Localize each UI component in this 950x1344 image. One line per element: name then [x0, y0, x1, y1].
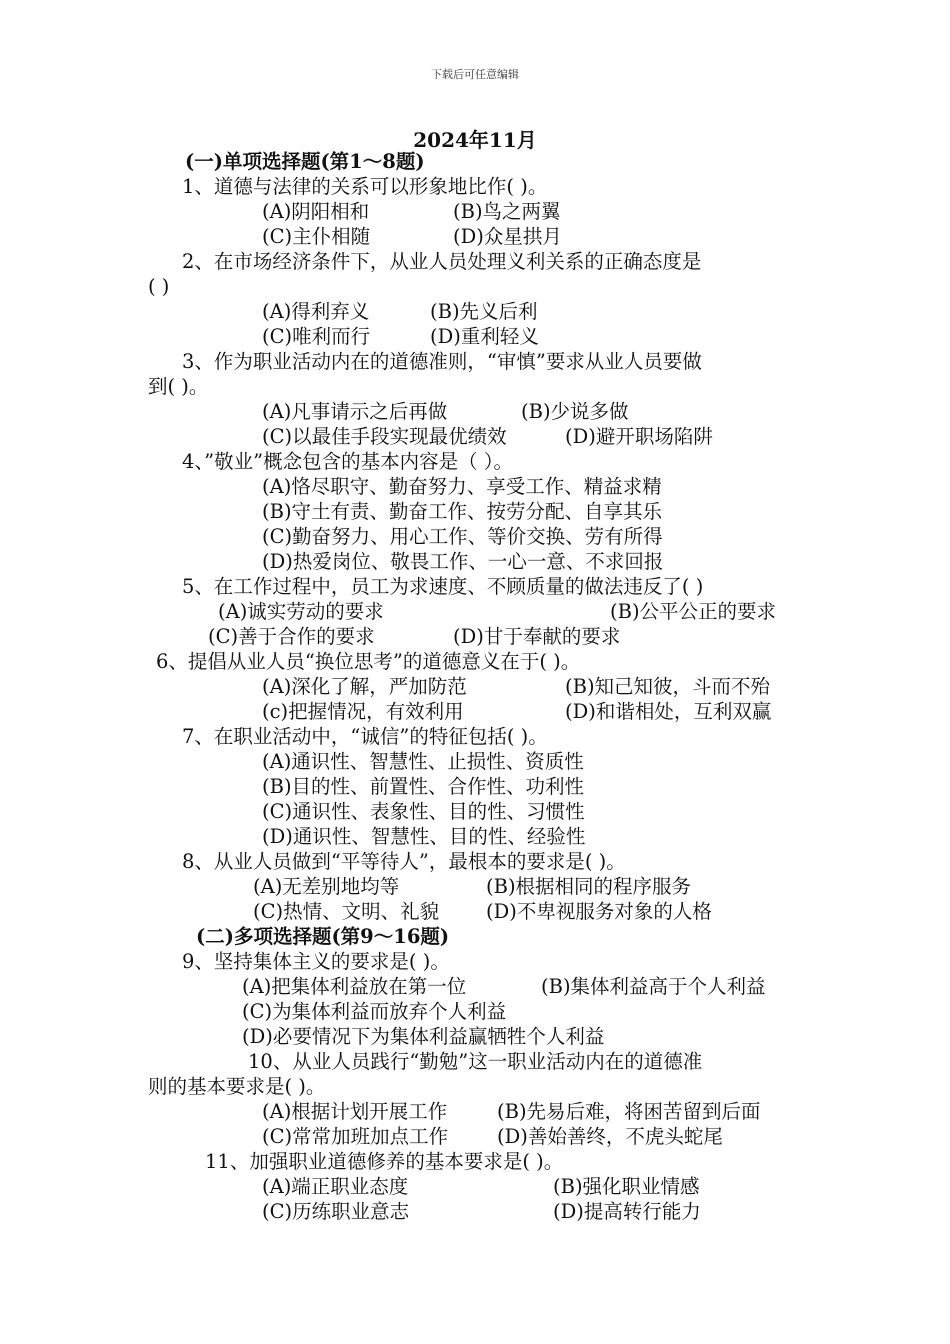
question-4-option-b: (B)守土有责、勤奋工作、按劳分配、自享其乐 [262, 500, 663, 523]
question-7-option-b: (B)目的性、前置性、合作性、功利性 [262, 775, 585, 798]
question-10-stem: 10、从业人员践行“勤勉”这一职业活动内在的道德准 [248, 1050, 703, 1073]
question-9-option-b: (B)集体利益高于个人利益 [541, 975, 766, 998]
question-8-stem: 8、从业人员做到“平等待人”，最根本的要求是( )。 [182, 850, 626, 873]
question-5-option-b: (B)公平公正的要求 [610, 600, 777, 623]
question-8-option-c: (C)热情、文明、礼貌 [253, 900, 440, 923]
question-6-option-d: (D)和谐相处，互利双赢 [565, 700, 772, 723]
question-7-option-a: (A)通识性、智慧性、止损性、资质性 [262, 750, 584, 773]
question-3-option-a: (A)凡事请示之后再做 [262, 400, 448, 423]
question-10-option-b: (B)先易后难，将困苦留到后面 [497, 1100, 761, 1123]
question-3-stem: 3、作为职业活动内在的道德准则，“审慎”要求从业人员要做 [182, 350, 702, 373]
question-10-option-d: (D)善始善终，不虎头蛇尾 [497, 1125, 723, 1148]
question-2-option-b: (B)先义后利 [430, 300, 538, 323]
question-4-option-c: (C)勤奋努力、用心工作、等价交换、劳有所得 [262, 525, 663, 548]
question-4-stem: 4、”敬业”概念包含的基本内容是（ ）。 [182, 450, 514, 473]
section-heading-single-choice: (一)单项选择题(第1～8题) [185, 150, 425, 173]
question-7-option-d: (D)通识性、智慧性、目的性、经验性 [262, 825, 586, 848]
question-8-option-d: (D)不卑视服务对象的人格 [486, 900, 712, 923]
question-5-stem: 5、在工作过程中，员工为求速度、不顾质量的做法违反了( ) [182, 575, 704, 598]
header-note: 下载后可任意编辑 [431, 68, 519, 81]
question-1-option-c: (C)主仆相随 [262, 225, 371, 248]
question-11-option-d: (D)提高转行能力 [553, 1200, 701, 1223]
question-2-option-d: (D)重利轻义 [430, 325, 539, 348]
question-6-stem: 6、提倡从业人员“换位思考”的道德意义在于( )。 [156, 650, 581, 673]
question-1-option-a: (A)阴阳相和 [262, 200, 370, 223]
question-2-stem-cont: ( ) [148, 275, 170, 298]
question-8-option-a: (A)无差别地均等 [253, 875, 400, 898]
question-10-stem-cont: 则的基本要求是( )。 [148, 1075, 326, 1098]
question-1-option-b: (B)鸟之两翼 [453, 200, 561, 223]
question-11-option-b: (B)强化职业情感 [553, 1175, 700, 1198]
question-7-option-c: (C)通识性、表象性、目的性、习惯性 [262, 800, 585, 823]
question-5-option-c: (C)善于合作的要求 [208, 625, 375, 648]
question-3-option-d: (D)避开职场陷阱 [565, 425, 713, 448]
question-7-stem: 7、在职业活动中，“诚信”的特征包括( )。 [182, 725, 548, 748]
question-5-option-d: (D)甘于奉献的要求 [453, 625, 621, 648]
question-9-option-c: (C)为集体利益而放弃个人利益 [242, 1000, 507, 1023]
section-heading-multiple-choice: (二)多项选择题(第9～16题) [196, 925, 450, 948]
question-6-option-c: (c)把握情况，有效利用 [262, 700, 464, 723]
question-10-option-a: (A)根据计划开展工作 [262, 1100, 448, 1123]
question-11-stem: 11、加强职业道德修养的基本要求是( )。 [205, 1150, 564, 1173]
question-11-option-a: (A)端正职业态度 [262, 1175, 409, 1198]
question-5-option-a: (A)诚实劳动的要求 [218, 600, 384, 623]
question-6-option-b: (B)知己知彼，斗而不殆 [565, 675, 771, 698]
question-6-option-a: (A)深化了解，严加防范 [262, 675, 467, 698]
page-title: 2024年11月 [413, 128, 537, 152]
question-4-option-d: (D)热爱岗位、敬畏工作、一心一意、不求回报 [262, 550, 664, 573]
question-3-option-c: (C)以最佳手段实现最优绩效 [262, 425, 507, 448]
question-2-stem: 2、在市场经济条件下，从业人员处理义利关系的正确态度是 [182, 250, 702, 273]
question-1-option-d: (D)众星拱月 [453, 225, 562, 248]
question-9-option-a: (A)把集体利益放在第一位 [242, 975, 467, 998]
question-9-stem: 9、坚持集体主义的要求是( )。 [182, 950, 450, 973]
question-4-option-a: (A)恪尽职守、勤奋努力、享受工作、精益求精 [262, 475, 662, 498]
question-2-option-c: (C)唯利而行 [262, 325, 371, 348]
question-10-option-c: (C)常常加班加点工作 [262, 1125, 449, 1148]
question-1-stem: 1、道德与法律的关系可以形象地比作( )。 [182, 175, 548, 198]
question-3-option-b: (B)少说多做 [521, 400, 629, 423]
question-2-option-a: (A)得利弃义 [262, 300, 370, 323]
question-8-option-b: (B)根据相同的程序服务 [486, 875, 692, 898]
question-9-option-d: (D)必要情况下为集体利益赢牺牲个人利益 [242, 1025, 605, 1048]
question-11-option-c: (C)历练职业意志 [262, 1200, 410, 1223]
question-3-stem-cont: 到( )。 [148, 375, 209, 398]
